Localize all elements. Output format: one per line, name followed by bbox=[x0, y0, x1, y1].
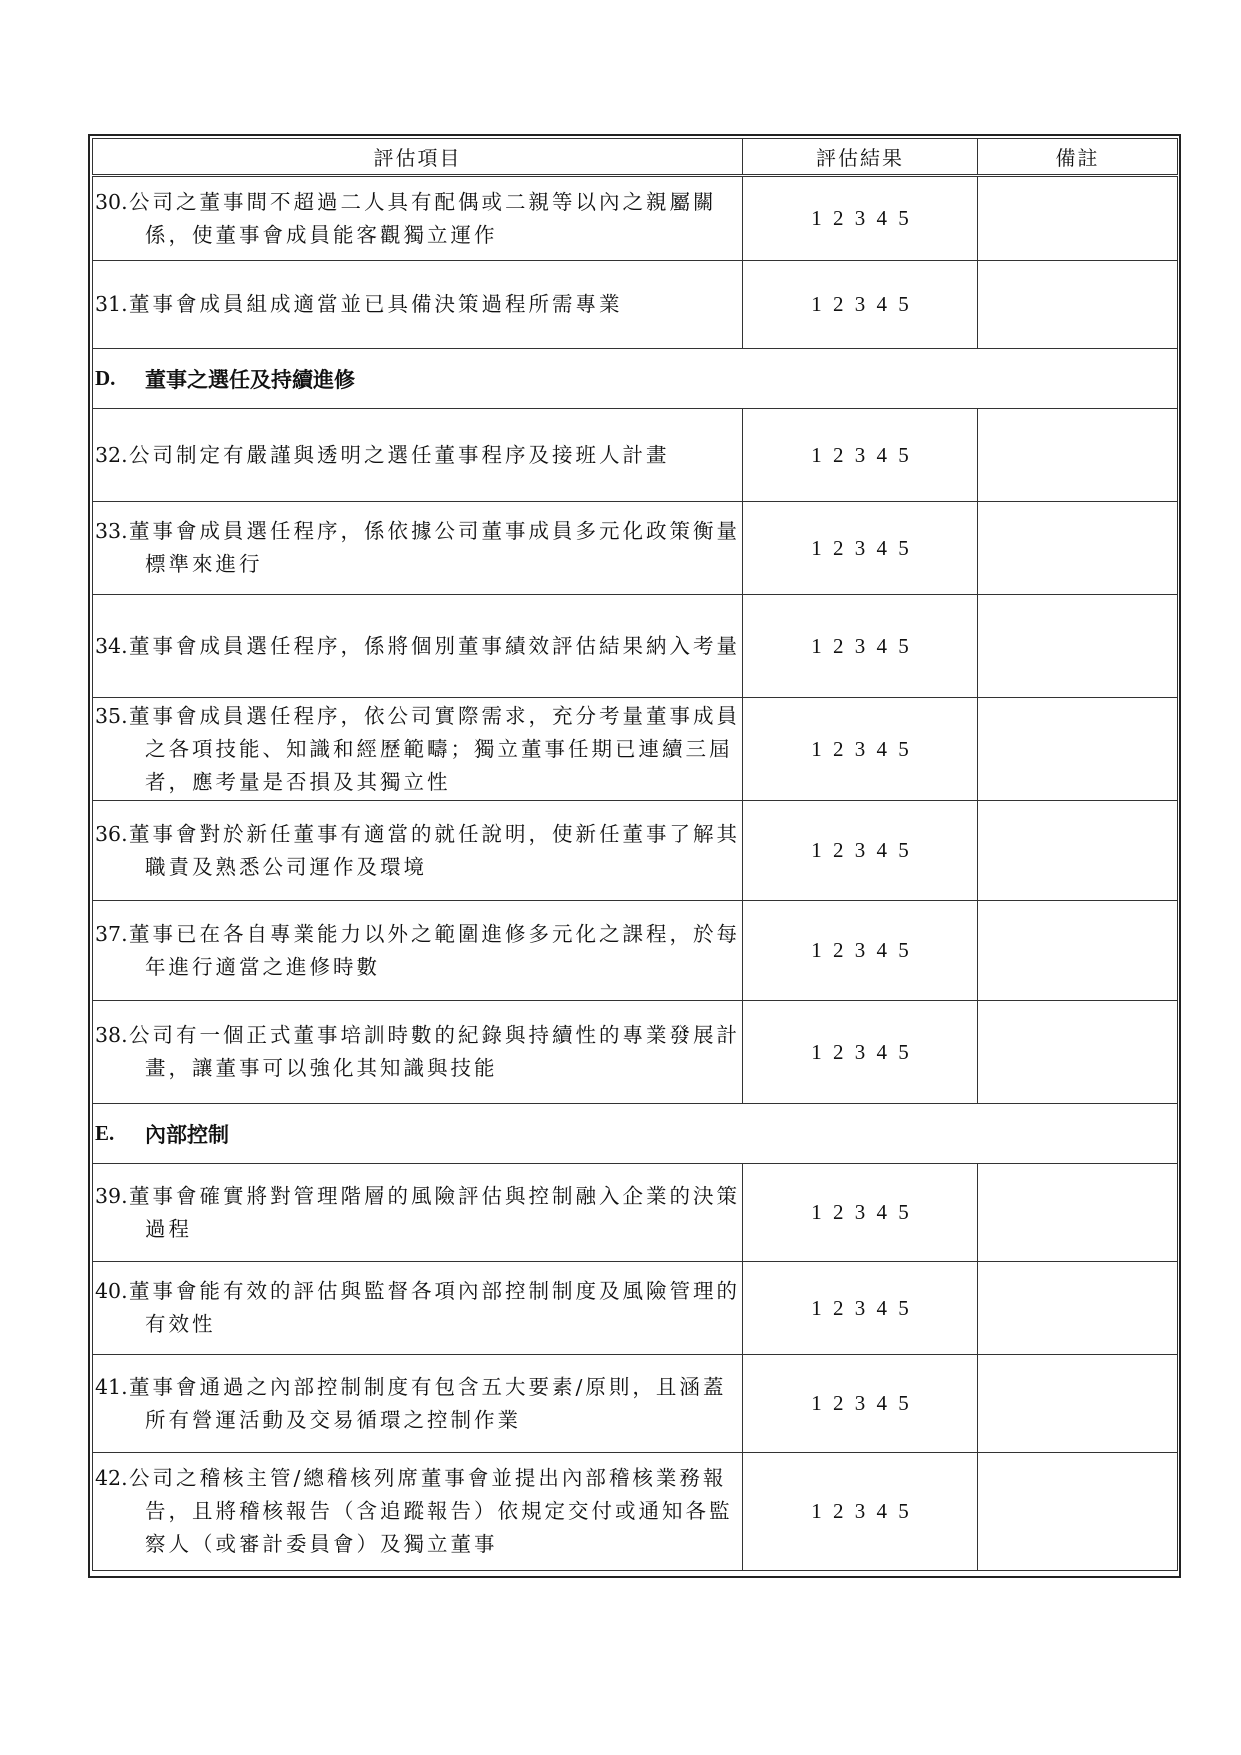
section-letter: E. bbox=[95, 1121, 115, 1145]
note-cell bbox=[978, 901, 1178, 1001]
item-number: 42. bbox=[95, 1466, 128, 1490]
section-title: 內部控制 bbox=[145, 1121, 229, 1147]
item-text: 董事會成員組成適當並已具備決策過程所需專業 bbox=[129, 292, 623, 316]
item-text: 董事會能有效的評估與監督各項內部控制制度及風險管理的有效性 bbox=[129, 1279, 740, 1336]
item-text: 董事會成員選任程序，依公司實際需求，充分考量董事成員之各項技能、知識和經歷範疇；獨立董事任期已連續三屆者，應考量是否損及其獨立性 bbox=[129, 703, 740, 794]
table-row bbox=[93, 261, 1178, 349]
note-cell bbox=[978, 1355, 1178, 1453]
note-cell bbox=[978, 698, 1178, 801]
item-number: 31. bbox=[95, 292, 128, 316]
header-result: 評估結果 bbox=[743, 139, 978, 176]
note-cell bbox=[978, 502, 1178, 595]
item-text: 董事會成員選任程序，係將個別董事績效評估結果納入考量 bbox=[129, 633, 740, 658]
table-row bbox=[93, 1164, 1178, 1262]
item-text: 公司之董事間不超過二人具有配偶或二親等以內之親屬關係，使董事會成員能客觀獨立運作 bbox=[129, 189, 717, 247]
rating-scale: 1 2 3 4 5 bbox=[743, 698, 978, 801]
table-row bbox=[93, 1453, 1178, 1571]
header-note: 備註 bbox=[978, 139, 1178, 176]
rating-scale: 1 2 3 4 5 bbox=[743, 1262, 978, 1355]
note-cell bbox=[978, 1164, 1178, 1262]
rating-scale: 1 2 3 4 5 bbox=[743, 176, 978, 261]
item-text: 公司之稽核主管/總稽核列席董事會並提出內部稽核業務報告，且將稽核報告（含追蹤報告）依規定交付或通知各監察人（或審計委員會）及獨立董事 bbox=[129, 1466, 733, 1556]
section-letter: D. bbox=[95, 366, 116, 390]
item-number: 38. bbox=[95, 1023, 128, 1047]
table-row bbox=[93, 409, 1178, 502]
table-row bbox=[93, 502, 1178, 595]
table-row bbox=[93, 1262, 1178, 1355]
section-row bbox=[93, 1104, 1178, 1164]
note-cell bbox=[978, 1453, 1178, 1571]
table-row bbox=[93, 801, 1178, 901]
item-text: 公司制定有嚴謹與透明之選任董事程序及接班人計畫 bbox=[129, 442, 670, 467]
item-number: 32. bbox=[95, 442, 128, 467]
item-text: 董事會通過之內部控制制度有包含五大要素/原則，且涵蓋所有營運活動及交易循環之控制作業 bbox=[129, 1374, 727, 1432]
rating-scale: 1 2 3 4 5 bbox=[743, 1164, 978, 1262]
item-text: 董事會確實將對管理階層的風險評估與控制融入企業的決策過程 bbox=[129, 1183, 740, 1241]
table-row bbox=[93, 1001, 1178, 1104]
table-row bbox=[93, 1355, 1178, 1453]
note-cell bbox=[978, 176, 1178, 261]
rating-scale: 1 2 3 4 5 bbox=[743, 261, 978, 349]
item-text: 董事會對於新任董事有適當的就任說明，使新任董事了解其職責及熟悉公司運作及環境 bbox=[129, 821, 740, 879]
section-title: 董事之選任及持續進修 bbox=[145, 366, 355, 392]
note-cell bbox=[978, 595, 1178, 698]
item-number: 35. bbox=[95, 703, 128, 728]
item-number: 34. bbox=[95, 633, 128, 658]
item-number: 33. bbox=[95, 519, 128, 543]
table-header-row bbox=[93, 139, 1178, 176]
rating-scale: 1 2 3 4 5 bbox=[743, 801, 978, 901]
note-cell bbox=[978, 1001, 1178, 1104]
rating-scale: 1 2 3 4 5 bbox=[743, 595, 978, 698]
header-item: 評估項目 bbox=[93, 139, 743, 176]
note-cell bbox=[978, 801, 1178, 901]
evaluation-table bbox=[92, 138, 1178, 1571]
item-text: 公司有一個正式董事培訓時數的紀錄與持續性的專業發展計畫，讓董事可以強化其知識與技能 bbox=[129, 1023, 740, 1080]
note-cell bbox=[978, 409, 1178, 502]
rating-scale: 1 2 3 4 5 bbox=[743, 1453, 978, 1571]
rating-scale: 1 2 3 4 5 bbox=[743, 901, 978, 1001]
rating-scale: 1 2 3 4 5 bbox=[743, 409, 978, 502]
rating-scale: 1 2 3 4 5 bbox=[743, 502, 978, 595]
note-cell bbox=[978, 1262, 1178, 1355]
item-number: 40. bbox=[95, 1279, 128, 1303]
item-number: 36. bbox=[95, 821, 128, 846]
item-number: 37. bbox=[95, 921, 128, 946]
rating-scale: 1 2 3 4 5 bbox=[743, 1001, 978, 1104]
item-number: 30. bbox=[95, 189, 128, 214]
item-number: 39. bbox=[95, 1183, 128, 1208]
item-text: 董事會成員選任程序，係依據公司董事成員多元化政策衡量標準來進行 bbox=[129, 519, 740, 576]
item-text: 董事已在各自專業能力以外之範圍進修多元化之課程，於每年進行適當之進修時數 bbox=[129, 921, 740, 979]
table-row bbox=[93, 595, 1178, 698]
table-row bbox=[93, 901, 1178, 1001]
table-row bbox=[93, 698, 1178, 801]
rating-scale: 1 2 3 4 5 bbox=[743, 1355, 978, 1453]
section-row bbox=[93, 349, 1178, 409]
note-cell bbox=[978, 261, 1178, 349]
item-number: 41. bbox=[95, 1374, 128, 1399]
table-row bbox=[93, 176, 1178, 261]
